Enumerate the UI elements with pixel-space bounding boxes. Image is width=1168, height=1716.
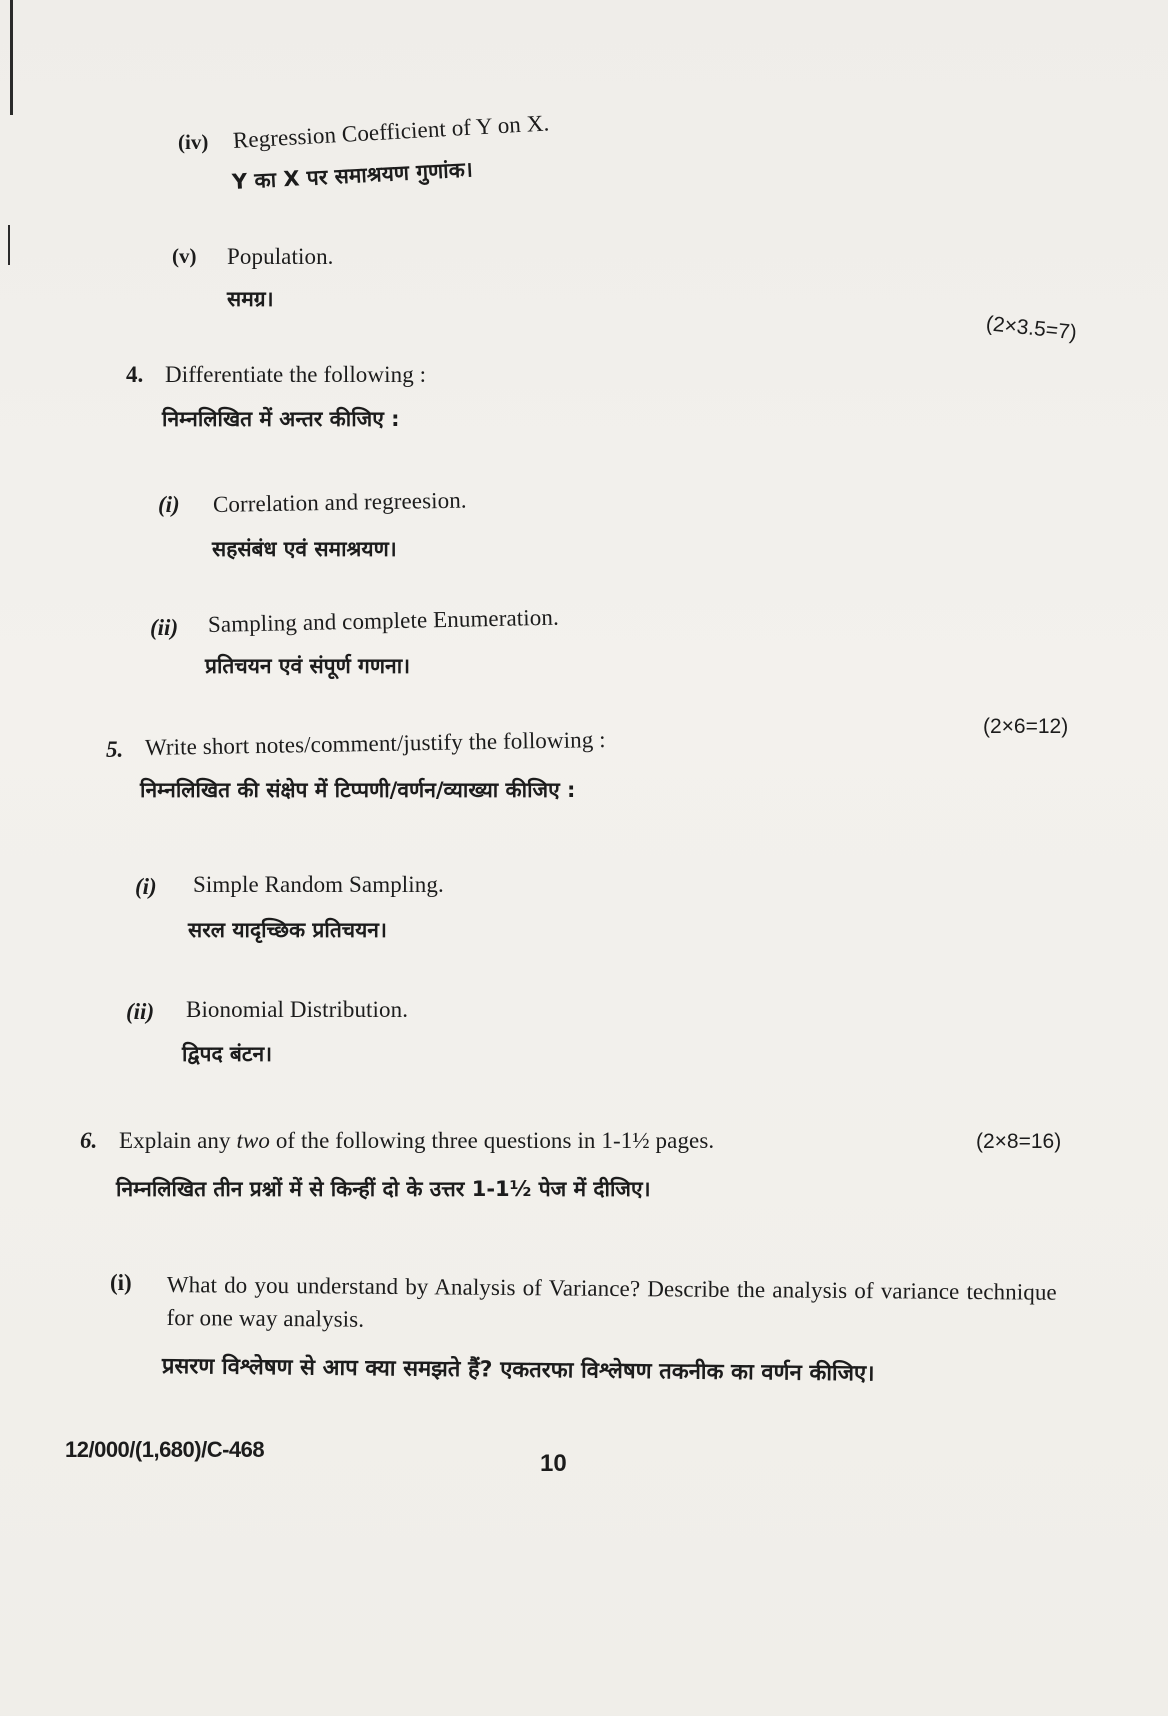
item-text: Sampling and complete Enumeration. [207,604,560,637]
item-text-hindi: Y का X पर समाश्रयण गुणांक। [231,157,474,194]
question-text [119,1128,714,1154]
paper-code: 12/000/(1,680)/C-468 [65,1437,265,1462]
item-text: Population. [227,244,334,269]
item-number: (ii) [126,999,155,1024]
item-number: (i) [158,492,180,517]
question-text-part: Explain any [119,1128,237,1153]
question-text-hindi: निम्नलिखित में अन्तर कीजिए : [162,407,400,431]
question-text-emphasis: two [236,1128,270,1153]
question-number: 4. [126,362,144,387]
item-text: Correlation and regreesion. [212,487,467,517]
question-number: 5. [106,737,124,762]
binding-edge [10,0,13,115]
marks-allocation: (2×8=16) [976,1130,1062,1153]
item-text: What do you understand by Analysis of Variance? Describe the analysis of variance technique for one way analysis. [166,1271,1057,1332]
item-text-hindi: सरल यादृच्छिक प्रतिचयन। [188,918,387,942]
item-text-hindi: द्विपद बंटन। [182,1042,273,1066]
question-text-hindi: निम्नलिखित तीन प्रश्नों में से किन्हीं दो के उत्तर 1-1½ पेज में दीजिए। [116,1177,651,1201]
question-number: 6. [80,1128,98,1153]
marks-allocation: (2×3.5=7) [984,312,1078,345]
item-number: (iv) [178,130,209,154]
item-text: Bionomial Distribution. [186,997,409,1022]
page-number: 10 [540,1450,567,1477]
marks-allocation: (2×6=12) [983,715,1069,738]
binding-edge-lower [8,225,10,265]
item-number: (i) [110,1270,132,1295]
item-text: Simple Random Sampling. [193,872,444,897]
item-text-hindi: सहसंबंध एवं समाश्रयण। [212,537,397,561]
item-text-hindi: प्रसरण विश्लेषण से आप क्या समझते हैं? एकतरफा विश्लेषण तकनीक का वर्णन कीजिए। [161,1354,875,1387]
item-text: Regression Coefficient of Y on X. [232,110,550,153]
question-text: Differentiate the following : [165,362,427,387]
item-number: (ii) [150,615,179,640]
question-text-hindi: निम्नलिखित की संक्षेप में टिप्पणी/वर्णन/व्याख्या कीजिए : [140,778,576,802]
question-text-part: of the following three questions in 1-1½ pages. [269,1128,715,1153]
item-number: (v) [172,244,197,268]
item-text-hindi: प्रतिचयन एवं संपूर्ण गणना। [205,654,411,678]
item-text-hindi: समग्र। [227,287,274,311]
item-number: (i) [135,874,157,899]
question-text: Write short notes/comment/justify the following : [144,726,606,760]
